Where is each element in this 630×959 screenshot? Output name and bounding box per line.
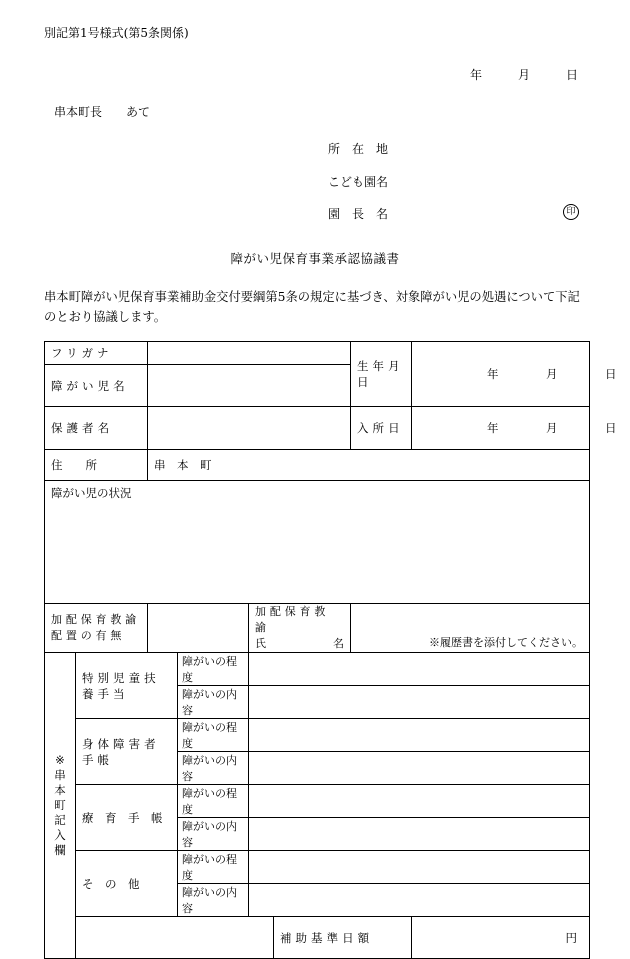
teacher-assignment-field[interactable] (148, 604, 249, 653)
content-label: 障がいの内容 (178, 752, 249, 785)
birth-month: 月 (546, 367, 558, 381)
degree-field[interactable] (249, 785, 590, 818)
guardian-name-label: 保護者名 (45, 407, 148, 450)
subsidy-rate-label: 補助基準日額 (274, 917, 412, 959)
birth-date-label: 生年月日 (351, 342, 412, 407)
content-label: 障がいの内容 (178, 884, 249, 917)
subsidy-blank (76, 917, 274, 959)
category-disability-handbook: 身体障害者手帳 (76, 719, 178, 785)
teacher-name-label-line1: 加配保育教諭 (255, 605, 330, 634)
degree-label: 障がいの程度 (178, 785, 249, 818)
child-name-field[interactable] (148, 365, 351, 407)
entry-year: 年 (487, 421, 499, 435)
content-field[interactable] (249, 818, 590, 851)
guardian-name-field[interactable] (148, 407, 351, 450)
date-day: 日 (566, 68, 579, 82)
location-label: 所 在 地 (328, 142, 389, 156)
intro-text: 串本町障がい児保育事業補助金交付要綱第5条の規定に基づき、対象障がい児の処遇について下記のとおり協議します。 (44, 290, 580, 324)
furigana-field[interactable] (148, 342, 351, 365)
teacher-assignment-label-line2: 配置の有無 (51, 629, 126, 642)
teacher-name-label (249, 604, 351, 653)
teacher-assignment-label-line1: 加配保育教諭 (51, 613, 141, 626)
date-year: 年 (470, 68, 483, 82)
entry-date-label: 入所日 (351, 407, 412, 450)
application-form-table (44, 341, 617, 959)
date-month: 月 (518, 68, 531, 82)
category-rehabilitation-handbook: 療 育 手 帳 (76, 785, 178, 851)
entry-month: 月 (546, 421, 558, 435)
entry-day: 日 (605, 421, 617, 435)
content-label: 障がいの内容 (178, 686, 249, 719)
teacher-name-label-shi: 氏 (255, 637, 266, 650)
document-title: 障がい児保育事業承認協議書 (230, 251, 400, 266)
yen-unit: 円 (565, 930, 578, 945)
address-label: 住 所 (45, 450, 148, 481)
teacher-assignment-label (45, 604, 148, 653)
child-name-label: 障がい児名 (45, 365, 148, 407)
entry-date-field[interactable] (412, 407, 617, 450)
degree-label: 障がいの程度 (178, 653, 249, 686)
resume-note: ※履歴書を添付してください。 (429, 636, 584, 649)
birth-date-field[interactable] (412, 342, 617, 407)
degree-label: 障がいの程度 (178, 719, 249, 752)
seal-mark: 印 (563, 204, 579, 220)
form-number: 別記第1号様式(第5条関係) (44, 26, 189, 40)
teacher-name-label-mei: 名 (333, 637, 345, 650)
director-name-label: 園 長 名 (328, 207, 389, 221)
content-field[interactable] (249, 752, 590, 785)
degree-field[interactable] (249, 851, 590, 884)
birth-day: 日 (605, 367, 617, 381)
category-special-allowance: 特別児童扶養手当 (76, 653, 178, 719)
child-status-field[interactable] (45, 481, 590, 604)
content-label: 障がいの内容 (178, 818, 249, 851)
town-entry-column: ※ 串 本 町 記 入 欄 (45, 653, 76, 959)
teacher-name-field[interactable] (351, 604, 590, 653)
degree-label: 障がいの程度 (178, 851, 249, 884)
content-field[interactable] (249, 884, 590, 917)
furigana-label: フリガナ (45, 342, 148, 365)
address-field[interactable]: 串 本 町 (148, 450, 590, 481)
content-field[interactable] (249, 686, 590, 719)
subsidy-rate-field[interactable] (412, 917, 590, 959)
birth-year: 年 (487, 367, 499, 381)
child-status-label: 障がい児の状況 (51, 486, 132, 500)
degree-field[interactable] (249, 653, 590, 686)
category-other: そ の 他 (76, 851, 178, 917)
degree-field[interactable] (249, 719, 590, 752)
addressee: 串本町長 あて (54, 105, 151, 119)
nursery-name-label: こども園名 (328, 175, 389, 189)
